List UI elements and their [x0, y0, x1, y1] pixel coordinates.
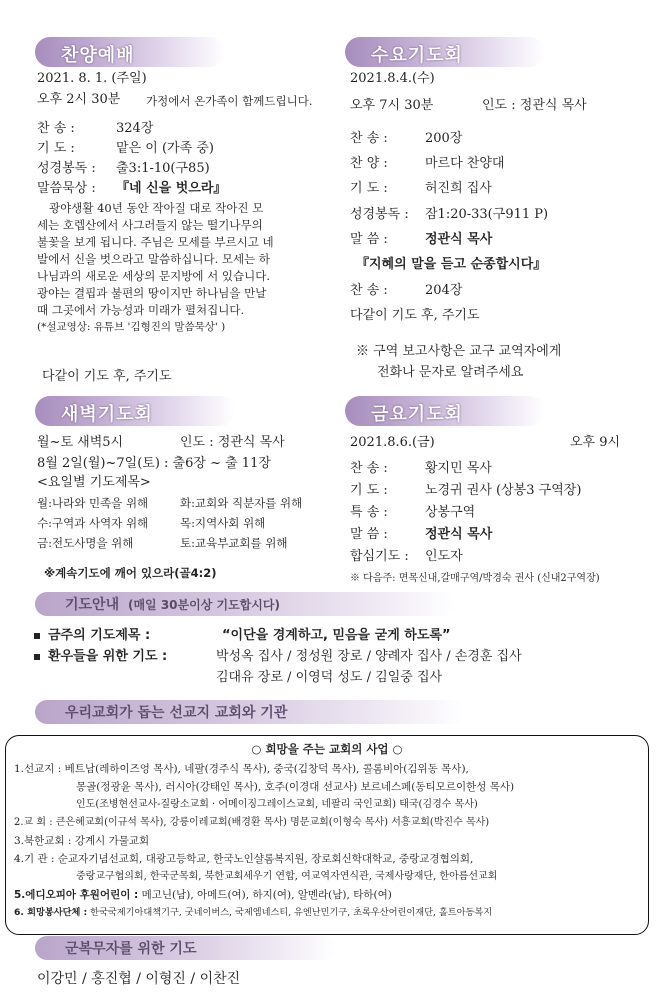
fri-hymn: 황지민 목사	[425, 461, 492, 476]
section-header-wednesday-prayer	[345, 37, 545, 67]
mission-row-text: 한국국제기아대책기구, 굿네이버스, 국제엠네스티, 유엔난민기구, 초록우산어린이재단, 홀트아동복지	[90, 907, 493, 918]
mission-row-text: 순교자기념선교회, 대광고등학교, 한국노인샬롬복지원, 장로회신학대학교, 중랑교경협의회,	[57, 853, 474, 865]
wed-praise: 마르다 찬양대	[425, 156, 505, 171]
prayer-label: 기 도 :	[37, 141, 75, 156]
worship-date: 2021. 8. 1. (주일)	[37, 71, 147, 86]
fri-prayer: 노경귀 권사 (상봉3 구역장)	[425, 483, 582, 498]
paragraph-line: (*설교영상: 유튜브 '김형진의 말씀묵상' )	[37, 321, 226, 333]
sermon-paragraph	[37, 200, 327, 336]
mission-row-label: 5.에디오피아 후원어린이 :	[14, 889, 139, 901]
dawn-topics-title: <요일별 기도제목>	[37, 475, 151, 490]
paragraph-line: 불꽃을 보게 됩니다. 주님은 모세를 부르시고 네	[37, 235, 274, 249]
wed-time: 오후 7시 30분	[350, 98, 434, 113]
mission-row	[14, 814, 489, 832]
mission-row-text: 몽골(정광윤 목사), 러시아(강태인 목사), 호주(이경대 선교사) 보르네스페(동티모르이한성 목사)	[76, 781, 515, 793]
mission-row-text: 메고닌(남), 아메드(여), 하지(여), 알멘라(남), 타하(여)	[141, 889, 392, 901]
mission-row-text: 큰은혜교회(이규석 목사), 강릉이레교회(배경환 목사) 명문교회(이형숙 목사) 서흥교회(박진수 목사)	[55, 817, 490, 828]
mission-row-text: 강계시 가물교회	[74, 835, 150, 847]
sermon-title: 『네 신을 벗으라』	[116, 181, 227, 196]
wed-leader: 인도 : 정관식 목사	[482, 98, 587, 113]
dawn-time: 월~토 새벽5시	[37, 435, 124, 450]
reading-value: 출3:1-10(구85)	[116, 161, 210, 176]
mission-row-label: 3.북한교회 :	[14, 835, 72, 847]
fri-prayer-label: 기 도 :	[350, 483, 388, 498]
bullet-icon	[34, 654, 40, 660]
prayer-guide-header	[35, 592, 455, 616]
wed-reading: 잠1:20-33(구911 P)	[425, 207, 549, 222]
mission-row-label: 1.선교지 :	[14, 763, 62, 775]
section-title: 금요기도회	[371, 404, 463, 425]
prayer-guide-title: 기도안내	[65, 597, 120, 613]
wed-word-label: 말 씀 :	[350, 232, 388, 247]
hymn-label: 찬 송 :	[37, 121, 75, 136]
section-title: 수요기도회	[371, 45, 463, 66]
reading-label: 성경봉독 :	[37, 161, 96, 176]
mission-row	[14, 850, 473, 868]
paragraph-line: 광야는 결핍과 불편의 땅이지만 하나님을 만날	[37, 286, 267, 300]
wed-reading-label: 성경봉독 :	[350, 207, 409, 222]
prayer-value: 맡은 이 (가족 중)	[116, 141, 214, 156]
wed-hymn2-label: 찬 송 :	[350, 283, 388, 298]
section-header-praise-worship	[35, 37, 225, 67]
hymn-value: 324장	[116, 121, 154, 136]
dawn-topic: 수:구역과 사역자 위해	[37, 516, 149, 530]
mission-row	[14, 832, 149, 850]
missions-title: 우리교회가 돕는 선교지 교회와 기관	[65, 705, 288, 721]
fri-next: ※ 다음주: 면목신내,갈매구역/박경숙 권사 (신내2구역장)	[350, 573, 600, 584]
dawn-topic: 월:나라와 민족을 위해	[37, 496, 149, 510]
wed-notice-1: ※ 구역 보고사항은 교구 교역자에게	[356, 344, 562, 359]
fri-united: 인도자	[425, 549, 463, 564]
paragraph-line: 세는 호렙산에서 사그러들지 않는 떨기나무의	[37, 218, 263, 232]
wed-notice-2: 전화나 문자로 알려주세요	[377, 365, 524, 380]
closing-prayer: 다같이 기도 후, 주기도	[42, 369, 172, 384]
missions-box-title: ○ 희망을 주는 교회의 사업 ○	[251, 742, 403, 756]
section-header-dawn-prayer	[35, 396, 235, 426]
fri-date: 2021.8.6.(금)	[350, 435, 435, 450]
wed-hymn: 200장	[425, 131, 463, 146]
wed-date: 2021.8.4.(수)	[350, 71, 435, 86]
dawn-note: ※계속기도에 깨어 있으라(골4:2)	[44, 566, 217, 580]
mission-row-text: 베트남(레하이즈엉 목사), 네팔(경주식 목사), 중국(김창덕 목사), 콜롬비아(김위동 목사),	[64, 763, 469, 775]
patients-prayer-row	[34, 648, 167, 666]
worship-time-note: 가정에서 온가족이 함께드립니다.	[146, 94, 313, 108]
weekly-prayer-row	[34, 627, 150, 645]
patients-line-2: 김대유 장로 / 이영덕 성도 / 김일중 집사	[216, 670, 443, 685]
fri-time: 오후 9시	[570, 435, 621, 450]
patients-prayer-label: 환우들을 위한 기도 :	[48, 649, 168, 664]
mission-row-text: 인도(조병현선교사-질랑소교회 · 어메이징그레이스교회, 네팔리 국인교회) 태국(김경수 목사)	[76, 799, 478, 810]
military-title: 군복무자를 위한 기도	[65, 941, 197, 957]
wed-prayer-label: 기 도 :	[350, 181, 388, 196]
mission-row	[14, 886, 392, 904]
dawn-schedule: 8월 2일(월)~7일(토) : 출6장 ~ 출 11장	[37, 456, 271, 471]
section-title: 새벽기도회	[61, 404, 153, 425]
worship-time: 오후 2시 30분	[37, 92, 121, 107]
section-header-friday-prayer	[345, 396, 545, 426]
wed-praise-label: 찬 양 :	[350, 156, 388, 171]
wed-prayer: 허진희 집사	[425, 181, 492, 196]
wed-word: 정관식 목사	[425, 232, 493, 247]
fri-special-label: 특 송 :	[350, 505, 388, 520]
dawn-topic: 토:교육부교회를 위해	[180, 536, 288, 550]
wed-hymn-label: 찬 송 :	[350, 131, 388, 146]
mission-row-label: 4.기 관 :	[14, 853, 55, 865]
wed-closing: 다같이 기도 후, 주기도	[350, 308, 480, 323]
sermon-label: 말씀묵상 :	[37, 181, 96, 196]
section-title: 찬양예배	[61, 45, 135, 66]
military-header	[35, 936, 335, 960]
wed-sermon-title: 『지혜의 말을 듣고 순종합시다』	[356, 257, 547, 272]
fri-word-label: 말 씀 :	[350, 527, 388, 542]
missions-box	[5, 735, 649, 935]
paragraph-line: 광야생활 40년 동안 작아질 대로 작아진 모	[49, 201, 264, 215]
paragraph-line: 나님과의 새로운 세상의 문지방에 서 있습니다.	[37, 269, 271, 283]
missions-header	[35, 700, 465, 724]
dawn-topic: 금:전도사명을 위해	[37, 536, 134, 550]
paragraph-line: 발에서 신을 벗으라고 말씀하십니다. 모세는 하	[37, 252, 271, 266]
fri-special: 상봉구역	[425, 505, 476, 520]
patients-line-1: 박성옥 집사 / 정성원 장로 / 양례자 집사 / 손경훈 집사	[216, 649, 522, 664]
prayer-guide-subtitle: (매일 30분이상 기도합시다)	[127, 598, 280, 612]
weekly-prayer-label: 금주의 기도제목 :	[48, 628, 151, 643]
dawn-topic: 화:교회와 직분자를 위해	[180, 496, 303, 510]
mission-row-text: 중랑교구협의회, 한국군목회, 북한교회세우기 연합, 여교역자연식관, 국제사랑재단, 한아름선교회	[76, 871, 498, 882]
mission-row-label: 6. 희망봉사단체 :	[14, 907, 88, 918]
military-names: 이강민 / 홍진협 / 이형진 / 이찬진	[37, 971, 241, 987]
dawn-leader: 인도 : 정관식 목사	[180, 435, 285, 450]
mission-row	[14, 904, 492, 922]
fri-word: 정관식 목사	[425, 527, 493, 542]
bullet-icon	[34, 633, 40, 639]
paragraph-line: 때 그곳에서 가능성과 미래가 펼쳐집니다.	[37, 303, 245, 317]
fri-hymn-label: 찬 송 :	[350, 461, 388, 476]
fri-united-label: 합심기도 :	[350, 549, 409, 564]
dawn-topic: 목:지역사회 위해	[180, 516, 266, 530]
mission-row-label: 2.교 회 :	[14, 817, 53, 828]
weekly-prayer-topic: “이단을 경계하고, 믿음을 굳게 하도록”	[222, 628, 451, 643]
mission-row	[14, 760, 469, 778]
wed-hymn2: 204장	[425, 283, 463, 298]
